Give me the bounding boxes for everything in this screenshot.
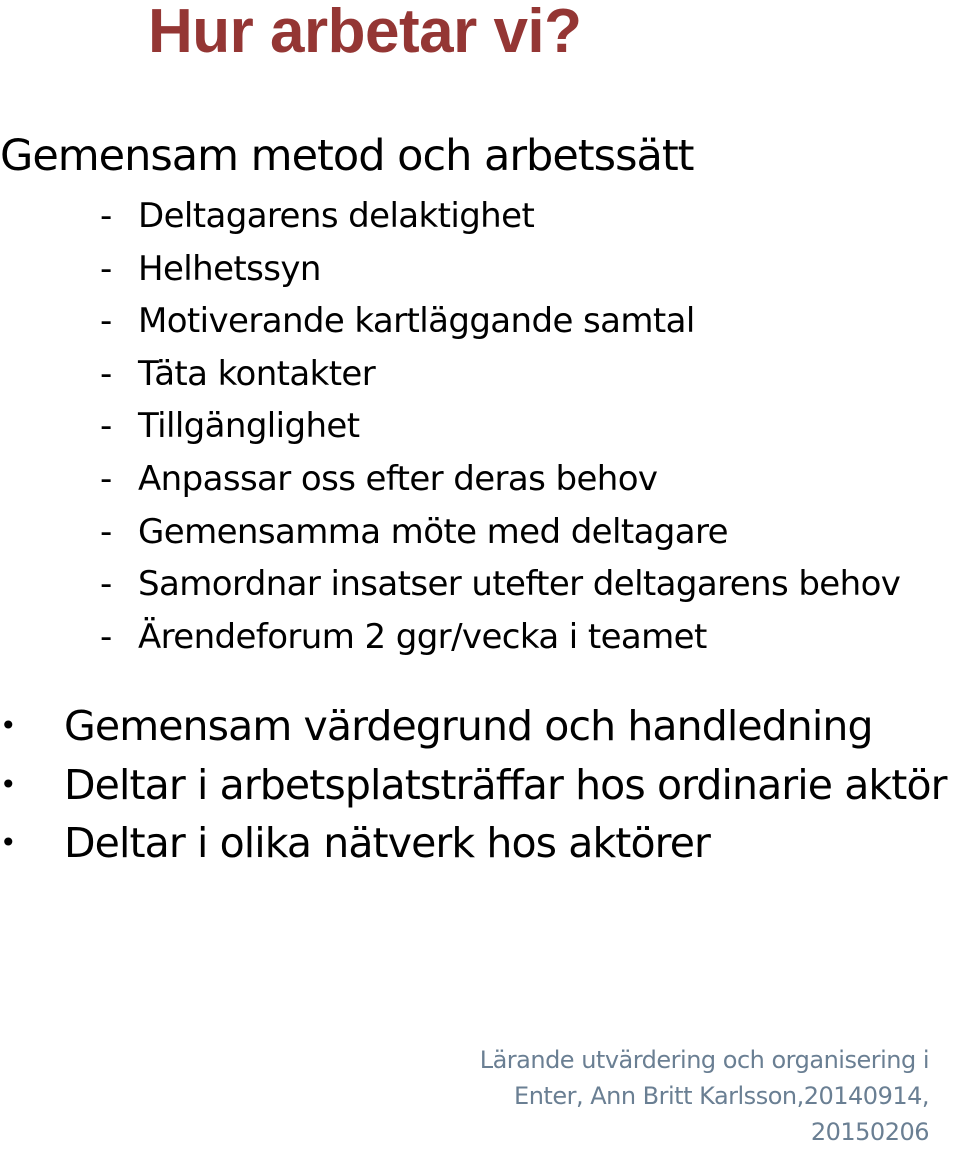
list-item [100,400,900,453]
dash-marker: - [100,406,112,447]
list-item [100,190,900,243]
list-item [100,243,900,296]
list-item-text: Täta kontakter [138,353,376,394]
footer-line: Lärande utvärdering och organisering i [479,1046,929,1074]
bullet-list [0,697,947,873]
list-item-text: Gemensamma möte med deltagare [138,511,728,552]
list-item-text: Anpassar oss efter deras behov [138,458,658,499]
bullet-marker: • [0,709,16,742]
list-item-text: Motiverande kartläggande samtal [138,301,695,342]
list-item-text: Ärendeforum 2 ggr/vecka i teamet [138,616,707,657]
bullet-item [0,756,947,815]
list-item-text: Samordnar insatser utefter deltagarens behov [138,564,901,605]
dash-marker: - [100,511,112,552]
slide-title: Hur arbetar vi? [148,0,582,66]
bullet-item-text: Deltar i arbetsplatsträffar hos ordinarie aktör [64,760,947,809]
bullet-marker: • [0,826,16,859]
section-heading: Gemensam metod och arbetssätt [0,131,694,181]
dash-marker: - [100,301,112,342]
list-item [100,558,900,611]
list-item-text: Helhetssyn [138,248,321,289]
method-list [100,190,900,663]
list-item [100,506,900,559]
bullet-marker: • [0,767,16,801]
list-item [100,295,900,348]
list-item-text: Deltagarens delaktighet [138,196,535,236]
dash-marker: - [100,616,112,657]
list-item-text: Tillgänglighet [138,406,360,447]
list-item [100,453,900,506]
bullet-item [0,697,947,756]
bullet-item-text: Gemensam värdegrund och handledning [64,702,873,750]
dash-marker: - [100,458,112,499]
bullet-item [0,814,947,873]
list-item [100,348,900,401]
list-item [100,611,900,664]
dash-marker: - [100,196,112,236]
footer-line: 20150206 [810,1118,929,1146]
footer-line: Enter, Ann Britt Karlsson,20140914, [514,1082,929,1110]
dash-marker: - [100,564,112,605]
footer-credit [429,1042,929,1150]
dash-marker: - [100,353,112,394]
bullet-item-text: Deltar i olika nätverk hos aktörer [64,819,710,867]
dash-marker: - [100,248,112,289]
